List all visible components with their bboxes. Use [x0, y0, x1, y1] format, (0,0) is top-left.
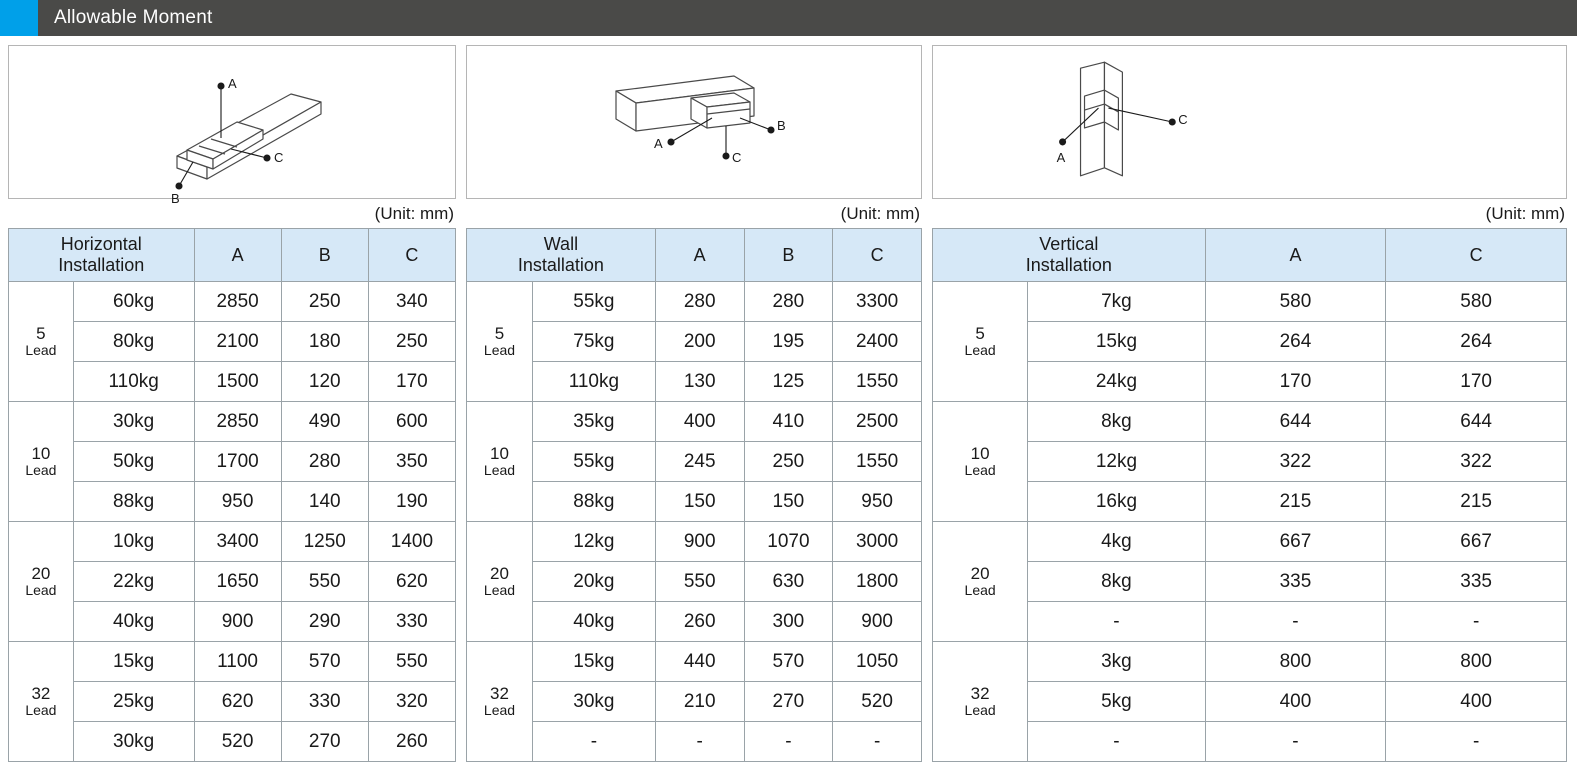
- value-a: 3400: [194, 522, 281, 562]
- value-b: 250: [281, 282, 368, 322]
- value-a: 245: [655, 442, 744, 482]
- table-row: [467, 402, 922, 442]
- value-a: 1700: [194, 442, 281, 482]
- load-value: 15kg: [532, 642, 655, 682]
- load-value: 5kg: [1028, 682, 1205, 722]
- value-c: 900: [833, 602, 922, 642]
- value-c: 520: [833, 682, 922, 722]
- table-row: [467, 562, 922, 602]
- table-row: [933, 442, 1567, 482]
- value-b: 1070: [744, 522, 833, 562]
- value-b: 140: [281, 482, 368, 522]
- load-value: 12kg: [532, 522, 655, 562]
- value-c: 190: [368, 482, 455, 522]
- value-a: 667: [1205, 522, 1386, 562]
- load-value: 30kg: [73, 402, 194, 442]
- load-value: 30kg: [73, 722, 194, 762]
- table-row: [467, 362, 922, 402]
- value-c: 550: [368, 642, 455, 682]
- figure-label-b: B: [777, 118, 786, 133]
- value-a: 2100: [194, 322, 281, 362]
- horizontal-installation-column: [0, 45, 466, 762]
- col-header-c: C: [368, 229, 455, 282]
- load-value: 55kg: [532, 282, 655, 322]
- value-a: 400: [1205, 682, 1386, 722]
- value-a: 2850: [194, 282, 281, 322]
- value-a: 1650: [194, 562, 281, 602]
- value-c: 580: [1386, 282, 1567, 322]
- load-value: 40kg: [532, 602, 655, 642]
- load-value: 80kg: [73, 322, 194, 362]
- value-b: 195: [744, 322, 833, 362]
- wall-installation-diagram: [467, 46, 921, 196]
- value-a: 400: [655, 402, 744, 442]
- load-value: 12kg: [1028, 442, 1205, 482]
- value-a: 950: [194, 482, 281, 522]
- wall-installation-figure: [466, 45, 922, 199]
- figure-label-b: B: [171, 191, 180, 206]
- value-b: 270: [744, 682, 833, 722]
- value-c: 800: [1386, 642, 1567, 682]
- table-title-vertical: Vertical Installation: [933, 229, 1206, 282]
- value-a: 800: [1205, 642, 1386, 682]
- value-b: 290: [281, 602, 368, 642]
- table-row: [9, 482, 456, 522]
- value-b: 550: [281, 562, 368, 602]
- value-c: -: [833, 722, 922, 762]
- load-value: 4kg: [1028, 522, 1205, 562]
- table-row: [933, 282, 1567, 322]
- value-b: 490: [281, 402, 368, 442]
- col-header-b: B: [281, 229, 368, 282]
- load-value: 7kg: [1028, 282, 1205, 322]
- lead-group-32: 32 Lead: [467, 642, 533, 762]
- value-c: 1400: [368, 522, 455, 562]
- value-a: 260: [655, 602, 744, 642]
- load-value: 8kg: [1028, 562, 1205, 602]
- table-row: [933, 402, 1567, 442]
- value-a: -: [1205, 722, 1386, 762]
- horizontal-installation-figure: [8, 45, 456, 206]
- lead-group-10: 10 Lead: [467, 402, 533, 522]
- table-title-wall: Wall Installation: [467, 229, 656, 282]
- col-header-b: B: [744, 229, 833, 282]
- table-header-row: [9, 229, 456, 282]
- value-a: 520: [194, 722, 281, 762]
- load-value: 50kg: [73, 442, 194, 482]
- load-value: 8kg: [1028, 402, 1205, 442]
- value-c: 2500: [833, 402, 922, 442]
- value-b: 570: [281, 642, 368, 682]
- col-header-a: A: [194, 229, 281, 282]
- lead-group-32: 32 Lead: [9, 642, 74, 762]
- table-row: [9, 682, 456, 722]
- value-a: 440: [655, 642, 744, 682]
- value-b: 330: [281, 682, 368, 722]
- value-c: 1550: [833, 442, 922, 482]
- unit-note-wall: (Unit: mm): [840, 204, 920, 223]
- load-value: -: [532, 722, 655, 762]
- value-b: 125: [744, 362, 833, 402]
- table-row: [933, 602, 1567, 642]
- value-a: 644: [1205, 402, 1386, 442]
- lead-group-32: 32 Lead: [933, 642, 1028, 762]
- table-row: [467, 722, 922, 762]
- horizontal-installation-table: [8, 228, 456, 762]
- load-value: 3kg: [1028, 642, 1205, 682]
- value-a: 580: [1205, 282, 1386, 322]
- value-b: 270: [281, 722, 368, 762]
- table-row: [467, 642, 922, 682]
- value-a: 335: [1205, 562, 1386, 602]
- load-value: 75kg: [532, 322, 655, 362]
- value-c: 264: [1386, 322, 1567, 362]
- value-a: 200: [655, 322, 744, 362]
- value-c: 600: [368, 402, 455, 442]
- table-row: [467, 682, 922, 722]
- load-value: 88kg: [532, 482, 655, 522]
- load-value: 10kg: [73, 522, 194, 562]
- load-value: 16kg: [1028, 482, 1205, 522]
- unit-note-vertical: (Unit: mm): [1485, 204, 1565, 223]
- value-c: -: [1386, 722, 1567, 762]
- value-b: 280: [744, 282, 833, 322]
- table-row: [9, 322, 456, 362]
- load-value: 15kg: [73, 642, 194, 682]
- value-a: 130: [655, 362, 744, 402]
- value-a: 1100: [194, 642, 281, 682]
- table-row: [933, 642, 1567, 682]
- value-b: 250: [744, 442, 833, 482]
- vertical-installation-table: [932, 228, 1567, 762]
- value-b: 300: [744, 602, 833, 642]
- table-row: [9, 602, 456, 642]
- value-c: 1550: [833, 362, 922, 402]
- table-row: [467, 482, 922, 522]
- value-c: 335: [1386, 562, 1567, 602]
- value-a: 620: [194, 682, 281, 722]
- lead-group-5: 5 Lead: [933, 282, 1028, 402]
- load-value: 20kg: [532, 562, 655, 602]
- table-header-row: [467, 229, 922, 282]
- table-row: [933, 682, 1567, 722]
- load-value: 30kg: [532, 682, 655, 722]
- horizontal-installation-diagram: [9, 46, 455, 206]
- value-b: 410: [744, 402, 833, 442]
- wall-installation-column: [466, 45, 932, 762]
- value-c: 170: [1386, 362, 1567, 402]
- table-row: [467, 442, 922, 482]
- col-header-c: C: [833, 229, 922, 282]
- value-c: 644: [1386, 402, 1567, 442]
- value-c: 400: [1386, 682, 1567, 722]
- value-a: 1500: [194, 362, 281, 402]
- table-row: [933, 562, 1567, 602]
- lead-group-10: 10 Lead: [933, 402, 1028, 522]
- table-row: [9, 642, 456, 682]
- value-c: 170: [368, 362, 455, 402]
- table-row: [467, 602, 922, 642]
- value-a: 264: [1205, 322, 1386, 362]
- table-title-horizontal: Horizontal Installation: [9, 229, 195, 282]
- value-b: 120: [281, 362, 368, 402]
- load-value: 24kg: [1028, 362, 1205, 402]
- value-a: 215: [1205, 482, 1386, 522]
- figure-label-a: A: [654, 136, 663, 151]
- section-header: [0, 0, 1577, 36]
- lead-group-20: 20 Lead: [933, 522, 1028, 642]
- value-c: 2400: [833, 322, 922, 362]
- value-b: 630: [744, 562, 833, 602]
- table-row: [933, 482, 1567, 522]
- table-row: [933, 722, 1567, 762]
- value-a: 322: [1205, 442, 1386, 482]
- load-value: -: [1028, 722, 1205, 762]
- value-c: 3000: [833, 522, 922, 562]
- value-a: -: [655, 722, 744, 762]
- value-c: 322: [1386, 442, 1567, 482]
- vertical-installation-column: [932, 45, 1577, 762]
- load-value: 88kg: [73, 482, 194, 522]
- value-a: 550: [655, 562, 744, 602]
- value-a: 2850: [194, 402, 281, 442]
- vertical-installation-diagram: [933, 46, 1566, 196]
- value-c: 950: [833, 482, 922, 522]
- value-b: 1250: [281, 522, 368, 562]
- value-c: 340: [368, 282, 455, 322]
- header-accent-block: [0, 0, 38, 36]
- lead-group-20: 20 Lead: [467, 522, 533, 642]
- value-a: 900: [194, 602, 281, 642]
- value-c: -: [1386, 602, 1567, 642]
- table-row: [9, 282, 456, 322]
- value-c: 260: [368, 722, 455, 762]
- value-c: 3300: [833, 282, 922, 322]
- table-row: [9, 562, 456, 602]
- value-c: 350: [368, 442, 455, 482]
- col-header-a: A: [1205, 229, 1386, 282]
- page-title: Allowable Moment: [54, 7, 213, 28]
- figure-label-a: A: [228, 76, 237, 91]
- unit-note-horizontal: (Unit: mm): [374, 204, 454, 223]
- lead-group-20: 20 Lead: [9, 522, 74, 642]
- table-row: [9, 722, 456, 762]
- table-row: [9, 362, 456, 402]
- value-a: 280: [655, 282, 744, 322]
- content-columns: [0, 36, 1577, 762]
- value-a: 170: [1205, 362, 1386, 402]
- value-c: 250: [368, 322, 455, 362]
- table-row: [9, 522, 456, 562]
- value-c: 1800: [833, 562, 922, 602]
- value-b: 570: [744, 642, 833, 682]
- load-value: 22kg: [73, 562, 194, 602]
- load-value: 55kg: [532, 442, 655, 482]
- col-header-c: C: [1386, 229, 1567, 282]
- figure-label-a: A: [1056, 149, 1066, 165]
- table-row: [9, 442, 456, 482]
- value-c: 620: [368, 562, 455, 602]
- table-row: [933, 362, 1567, 402]
- value-c: 667: [1386, 522, 1567, 562]
- table-row: [467, 282, 922, 322]
- load-value: 60kg: [73, 282, 194, 322]
- value-a: 900: [655, 522, 744, 562]
- table-row: [467, 322, 922, 362]
- load-value: 40kg: [73, 602, 194, 642]
- value-c: 320: [368, 682, 455, 722]
- figure-label-c: C: [274, 150, 284, 165]
- value-b: -: [744, 722, 833, 762]
- value-b: 180: [281, 322, 368, 362]
- value-c: 215: [1386, 482, 1567, 522]
- table-header-row: [933, 229, 1567, 282]
- value-b: 150: [744, 482, 833, 522]
- value-b: 280: [281, 442, 368, 482]
- load-value: 110kg: [73, 362, 194, 402]
- value-a: -: [1205, 602, 1386, 642]
- lead-group-5: 5 Lead: [467, 282, 533, 402]
- table-row: [467, 522, 922, 562]
- value-a: 150: [655, 482, 744, 522]
- value-a: 210: [655, 682, 744, 722]
- wall-installation-table: [466, 228, 922, 762]
- table-row: [933, 322, 1567, 362]
- load-value: 35kg: [532, 402, 655, 442]
- table-row: [933, 522, 1567, 562]
- figure-label-c: C: [732, 150, 742, 165]
- value-c: 1050: [833, 642, 922, 682]
- load-value: 110kg: [532, 362, 655, 402]
- load-value: -: [1028, 602, 1205, 642]
- table-row: [9, 402, 456, 442]
- load-value: 25kg: [73, 682, 194, 722]
- value-c: 330: [368, 602, 455, 642]
- figure-label-c: C: [1178, 111, 1188, 127]
- lead-group-10: 10 Lead: [9, 402, 74, 522]
- col-header-a: A: [655, 229, 744, 282]
- lead-group-5: 5 Lead: [9, 282, 74, 402]
- vertical-installation-figure: [932, 45, 1567, 199]
- load-value: 15kg: [1028, 322, 1205, 362]
